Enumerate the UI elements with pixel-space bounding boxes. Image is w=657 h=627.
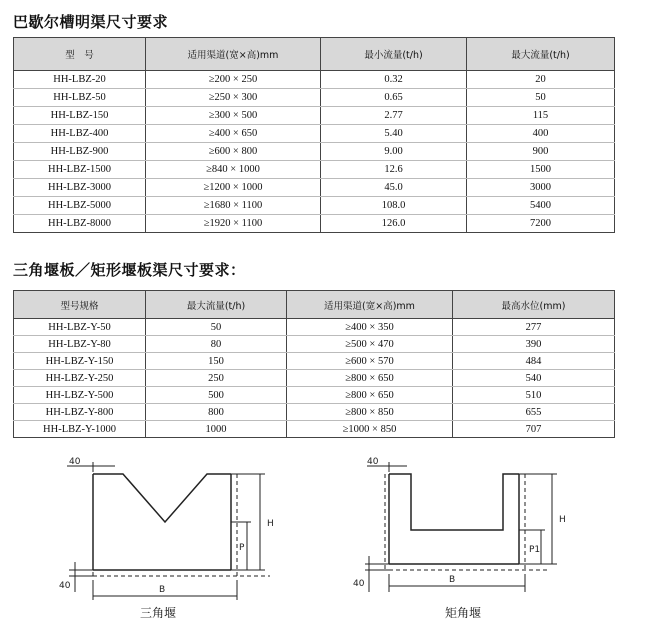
col-header-max-water-level: 最高水位(mm) [453,291,615,319]
dim-label-h: H [267,519,274,529]
table-header-row [14,291,615,319]
table-cell: HH-LBZ-Y-50 [14,319,146,336]
table-cell: 510 [453,387,615,404]
table-cell: ≥800 × 850 [287,404,453,421]
table-cell: HH-LBZ-900 [14,143,146,161]
col-header-min-flow: 最小流量(t/h) [321,38,467,71]
table-row [14,89,615,107]
table-cell: 0.65 [321,89,467,107]
table-cell: HH-LBZ-50 [14,89,146,107]
table-cell: 484 [453,353,615,370]
table-cell: 500 [146,387,287,404]
table-cell: 115 [467,107,615,125]
dim-label-b: B [159,585,166,595]
table-cell: 250 [146,370,287,387]
table-row [14,107,615,125]
weir-plate-table [13,290,615,438]
rectangular-weir-caption: 矩角堰 [445,606,482,620]
table2-title: 三角堰板／矩形堰板渠尺寸要求： [13,261,246,279]
table-cell: 9.00 [321,143,467,161]
table-cell: ≥840 × 1000 [146,161,321,179]
table-cell: ≥800 × 650 [287,370,453,387]
table-cell: ≥300 × 500 [146,107,321,125]
table-cell: ≥400 × 650 [146,125,321,143]
table-cell: ≥250 × 300 [146,89,321,107]
table-row [14,125,615,143]
table-cell: 150 [146,353,287,370]
table-cell: 1500 [467,161,615,179]
table-row [14,179,615,197]
col-header-max-flow: 最大流量(t/h) [467,38,615,71]
table-cell: 540 [453,370,615,387]
dim-label-p1: P1 [529,545,541,555]
table-cell: 7200 [467,215,615,233]
table-row [14,404,615,421]
table-cell: ≥200 × 250 [146,71,321,89]
table-cell: ≥400 × 350 [287,319,453,336]
parshall-flume-table [13,37,615,233]
table-cell: HH-LBZ-150 [14,107,146,125]
table-row [14,387,615,404]
table1-title: 巴歇尔槽明渠尺寸要求 [13,13,169,31]
table-cell: 12.6 [321,161,467,179]
col-header-max-flow: 最大流量(t/h) [146,291,287,319]
table-row [14,161,615,179]
table-cell: HH-LBZ-5000 [14,197,146,215]
table-cell: HH-LBZ-8000 [14,215,146,233]
table-cell: HH-LBZ-Y-500 [14,387,146,404]
triangle-weir-caption: 三角堰 [140,606,177,620]
table-cell: 50 [467,89,615,107]
table-cell: 5.40 [321,125,467,143]
table-header-row [14,38,615,71]
table-row [14,353,615,370]
dim-label-h: H [559,515,566,525]
table-cell: ≥800 × 650 [287,387,453,404]
table-cell: HH-LBZ-Y-80 [14,336,146,353]
col-header-spec: 型号规格 [14,291,146,319]
table-cell: 80 [146,336,287,353]
table-row [14,319,615,336]
table-cell: 1000 [146,421,287,438]
table-row [14,215,615,233]
table-cell: HH-LBZ-20 [14,71,146,89]
table-cell: 108.0 [321,197,467,215]
table-cell: 126.0 [321,215,467,233]
dim-label-top-40: 40 [367,457,379,467]
table-cell: ≥1200 × 1000 [146,179,321,197]
table-cell: HH-LBZ-Y-1000 [14,421,146,438]
dim-label-b: B [449,575,456,585]
table-cell: 400 [467,125,615,143]
table-row [14,143,615,161]
table-cell: 277 [453,319,615,336]
table-cell: ≥500 × 470 [287,336,453,353]
dim-label-p: P [239,543,245,553]
dim-label-top-40: 40 [69,457,81,467]
table-cell: HH-LBZ-400 [14,125,146,143]
table-row [14,370,615,387]
rectangular-weir-diagram [345,452,585,606]
dim-label-left-40: 40 [59,581,71,591]
col-header-model: 型 号 [14,38,146,71]
table-cell: 2.77 [321,107,467,125]
table-cell: 5400 [467,197,615,215]
table-cell: 20 [467,71,615,89]
table-cell: 45.0 [321,179,467,197]
table-cell: 50 [146,319,287,336]
table-cell: 707 [453,421,615,438]
table-cell: 655 [453,404,615,421]
table-cell: HH-LBZ-Y-150 [14,353,146,370]
table-row [14,197,615,215]
table-cell: 390 [453,336,615,353]
table-row [14,71,615,89]
dim-label-left-40: 40 [353,579,365,589]
table-cell: ≥1680 × 1100 [146,197,321,215]
table-cell: 900 [467,143,615,161]
triangle-weir-diagram [55,452,285,606]
table-cell: ≥600 × 800 [146,143,321,161]
table-cell: 3000 [467,179,615,197]
col-header-channel: 适用渠道(宽×高)mm [287,291,453,319]
col-header-channel: 适用渠道(宽×高)mm [146,38,321,71]
table-row [14,421,615,438]
table-cell: ≥1920 × 1100 [146,215,321,233]
table-cell: HH-LBZ-1500 [14,161,146,179]
table-cell: ≥1000 × 850 [287,421,453,438]
table-cell: 0.32 [321,71,467,89]
table-cell: 800 [146,404,287,421]
table-cell: HH-LBZ-Y-250 [14,370,146,387]
table-cell: HH-LBZ-Y-800 [14,404,146,421]
table-cell: ≥600 × 570 [287,353,453,370]
table-cell: HH-LBZ-3000 [14,179,146,197]
table-row [14,336,615,353]
